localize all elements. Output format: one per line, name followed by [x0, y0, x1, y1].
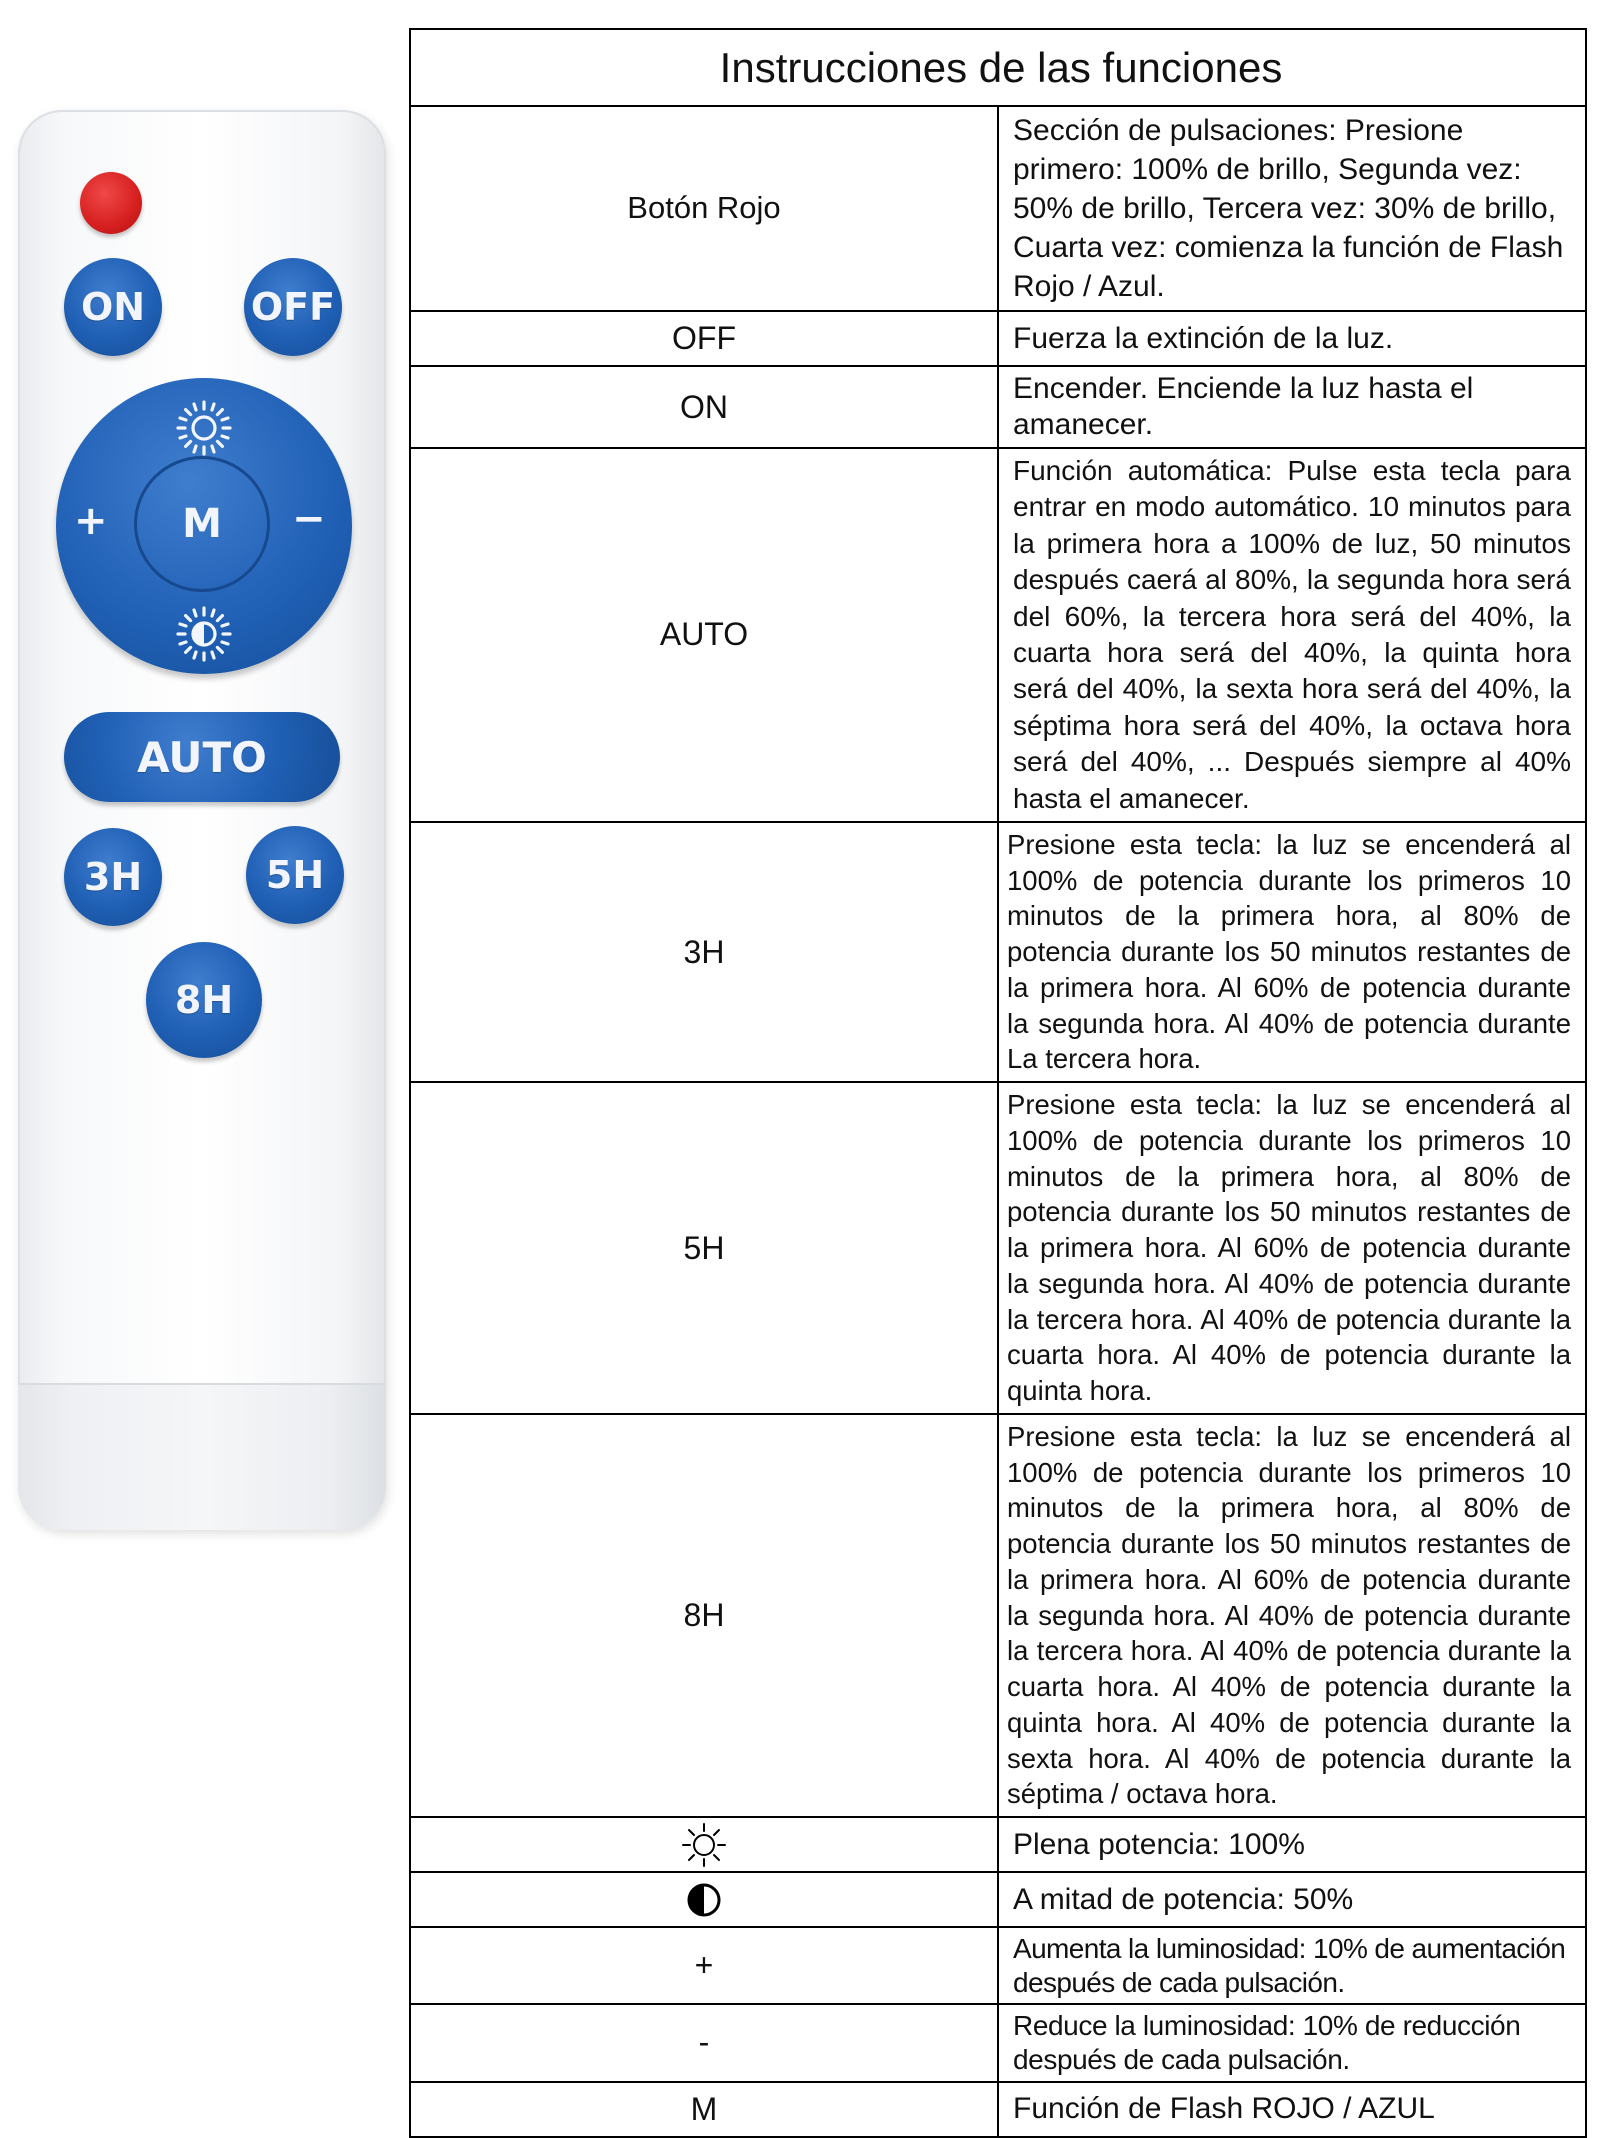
table-row: [410, 311, 1586, 366]
row-key: M: [410, 2082, 998, 2137]
table-row: [410, 1414, 1586, 1817]
row-description: Función de Flash ROJO / AZUL: [998, 2082, 1586, 2137]
row-key: +: [410, 1927, 998, 2004]
row-description: Fuerza la extinción de la luz.: [998, 311, 1586, 366]
table-row: [410, 1872, 1586, 1927]
off-button[interactable]: OFF: [244, 258, 342, 356]
table-row: [410, 366, 1586, 448]
5h-button[interactable]: 5H: [246, 826, 344, 924]
table-row: [410, 106, 1586, 311]
minus-button[interactable]: −: [292, 496, 326, 542]
row-description: Plena potencia: 100%: [998, 1817, 1586, 1872]
row-description: A mitad de potencia: 50%: [998, 1872, 1586, 1927]
mode-button[interactable]: M: [134, 456, 270, 592]
auto-button[interactable]: AUTO: [64, 712, 340, 802]
table-title: Instrucciones de las funciones: [410, 29, 1586, 106]
row-key: [410, 1817, 998, 1872]
sun-icon: [681, 1822, 727, 1868]
row-description: Presione esta tecla: la luz se encenderá al 100% de potencia durante los primeros 10 minutos de la primera hora, al 80% de potencia durante los 50 minutos restantes de la primera hora. Al 60% de potencia durante la segunda hora. Al 40% de potencia durante La tercera hora.: [998, 822, 1586, 1082]
table-row: [410, 1082, 1586, 1414]
mode-dpad: [56, 378, 352, 674]
red-button[interactable]: [80, 172, 142, 234]
row-description: Presione esta tecla: la luz se encenderá al 100% de potencia durante los primeros 10 minutos de la primera hora, al 80% de potencia durante los 50 minutos restantes de la primera hora. Al 60% de potencia durante la segunda hora. Al 40% de potencia durante la tercera hora. Al 40% de potencia durante la cuarta hora. Al 40% de potencia durante la quinta hora. Al 40% de potencia durante la sexta hora. Al 40% de potencia durante la séptima / octava hora.: [998, 1414, 1586, 1817]
row-key: 5H: [410, 1082, 998, 1414]
row-key: ON: [410, 366, 998, 448]
table-row: [410, 822, 1586, 1082]
row-description: Aumenta la luminosidad: 10% de aumentación después de cada pulsación.: [998, 1927, 1586, 2004]
plus-button[interactable]: +: [74, 498, 108, 544]
table-row: [410, 448, 1586, 822]
3h-button[interactable]: 3H: [64, 828, 162, 926]
row-description: Presione esta tecla: la luz se encenderá al 100% de potencia durante los primeros 10 minutos de la primera hora, al 80% de potencia durante los 50 minutos restantes de la primera hora. Al 60% de potencia durante la segunda hora. Al 40% de potencia durante la tercera hora. Al 40% de potencia durante la cuarta hora. Al 40% de potencia durante la quinta hora.: [998, 1082, 1586, 1414]
remote-control: [18, 110, 386, 1530]
8h-button[interactable]: 8H: [146, 942, 262, 1058]
row-description: Reduce la luminosidad: 10% de reducción después de cada pulsación.: [998, 2004, 1586, 2081]
table-row: [410, 2004, 1586, 2081]
half-brightness-icon[interactable]: [174, 604, 234, 664]
row-key: 8H: [410, 1414, 998, 1817]
sun-icon[interactable]: [174, 398, 234, 458]
row-description: Encender. Enciende la luz hasta el amanecer.: [998, 366, 1586, 448]
on-button[interactable]: ON: [64, 258, 162, 356]
table-row: [410, 1817, 1586, 1872]
half-circle-icon: [686, 1882, 722, 1918]
row-key: AUTO: [410, 448, 998, 822]
remote-base: [18, 1383, 386, 1530]
row-key: Botón Rojo: [410, 106, 998, 311]
table-row: [410, 2082, 1586, 2137]
row-description: Función automática: Pulse esta tecla para entrar en modo automático. 10 minutos para la primera hora a 100% de luz, 50 minutos después caerá al 80%, la segunda hora será del 60%, la tercera hora será del 40%, la cuarta hora será del 40%, la quinta hora será del 40%, la sexta hora será del 40%, la séptima hora será del 40%, la octava hora será del 40%, ... Después siempre al 40% hasta el amanecer.: [998, 448, 1586, 822]
row-key: -: [410, 2004, 998, 2081]
row-key: OFF: [410, 311, 998, 366]
row-description: Sección de pulsaciones: Presione primero: 100% de brillo, Segunda vez: 50% de brillo, Tercera vez: 30% de brillo, Cuarta vez: comienza la función de Flash Rojo / Azul.: [998, 106, 1586, 311]
row-key: [410, 1872, 998, 1927]
row-key: 3H: [410, 822, 998, 1082]
table-row: [410, 1927, 1586, 2004]
instructions-table: [409, 28, 1587, 2138]
